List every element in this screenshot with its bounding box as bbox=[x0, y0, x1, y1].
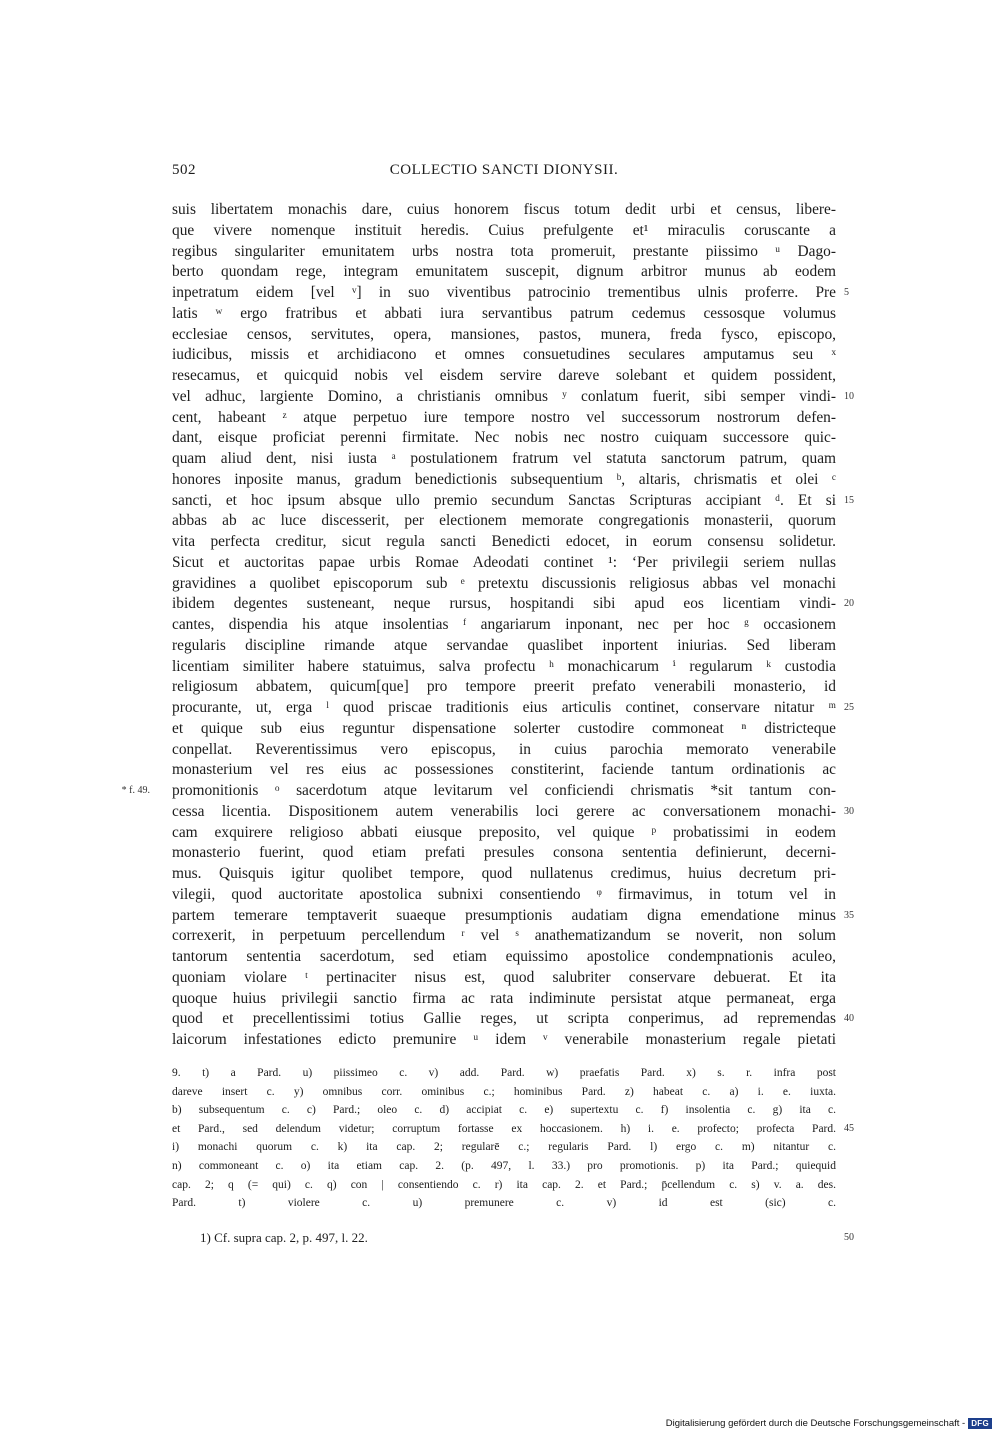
line-number: 35 bbox=[844, 909, 854, 921]
text-line bbox=[172, 387, 854, 408]
apparatus-line bbox=[172, 1157, 836, 1176]
line-number: 50 bbox=[844, 1232, 854, 1243]
text-line-text: quoniam violare ᵗ pertinaciter nisus est, quod salubriter conservare debuerat. Et ita bbox=[172, 968, 836, 986]
page-number: 502 bbox=[172, 162, 196, 178]
text-line bbox=[172, 408, 836, 429]
text-line bbox=[172, 740, 836, 761]
apparatus-line-text: cap. 2; q (= qui) c. q) con | consentiendo c. r) ita cap. 2. et Pard.; p̄cellendum c. s) v. a. des. bbox=[172, 1178, 836, 1191]
text-line-text: vita perfecta creditur, sicut regula sancti Benedicti edocet, in eorum consensu solidetur. bbox=[172, 533, 836, 550]
text-line bbox=[172, 1009, 854, 1030]
text-line-text: cessa licentia. Dispositionem autem venerabilis loci gerere ac conversationem monachi- bbox=[172, 802, 836, 820]
line-number: 30 bbox=[844, 805, 854, 817]
text-line bbox=[172, 553, 836, 574]
text-line-text: licentiam similiter habere statuimus, salva profectu ʰ monachicarum ⁱ regularum ᵏ custodia bbox=[172, 657, 836, 675]
apparatus-line-text: dareve insert c. y) omnibus corr. ominibus c.; hominibus Pard. z) habeat c. a) i. e. iuxta. bbox=[172, 1085, 836, 1098]
text-line-text: honores inposite manus, gradum benedictionis subsequentium ᵇ, altaris, chrismatis et olei ᶜ bbox=[172, 470, 836, 488]
text-line bbox=[172, 511, 836, 532]
dfg-logo-icon: DFG bbox=[968, 1418, 992, 1429]
text-line-text: correxerit, in perpetuum percellendum ʳ vel ˢ anathematizandum se noverit, non solum bbox=[172, 927, 836, 945]
text-line-text: vilegii, quod auctoritate apostolica subnixi consentiendo ᵠ firmavimus, in totum vel in bbox=[172, 885, 836, 903]
text-line-text: dant, eisque proficiat perenni firmitate. Nec nobis nec nostro cuiquam successore quic- bbox=[172, 429, 836, 447]
apparatus-line bbox=[172, 1138, 836, 1157]
text-line-text: vel adhuc, largiente Domino, a christianis omnibus ʸ conlatum fuerit, sibi semper vindi- bbox=[172, 387, 836, 405]
text-line bbox=[172, 906, 854, 927]
apparatus-line bbox=[172, 1083, 836, 1102]
text-line-text: que vivere nomenque instituit heredis. Cuius prefulgente et¹ miraculis coruscante a bbox=[172, 221, 836, 239]
apparatus-line-text: i) monachi quorum c. k) ita cap. 2; regularē c.; regularis Pard. l) ergo c. m) nitantur c. bbox=[172, 1141, 836, 1154]
apparatus-line bbox=[172, 1120, 854, 1139]
text-line-text: resecamus, et quicquid nobis vel eisdem servire dareve solebant et quidem possident, bbox=[172, 367, 836, 384]
text-line-text: ecclesiae censos, servitutes, opera, mansiones, pastos, munera, freda fysco, episcopo, bbox=[172, 325, 836, 343]
text-line-text: quam aliud dent, nisi iusta ᵃ postulationem fratrum vel statuta sanctorum patrum, quam bbox=[172, 450, 836, 467]
apparatus-line-text: 9. t) a Pard. u) piissimeo c. v) add. Pard. w) praefatis Pard. x) s. r. infra post bbox=[172, 1067, 836, 1079]
text-line bbox=[172, 262, 836, 283]
text-line bbox=[172, 698, 854, 719]
line-number: 45 bbox=[844, 1122, 854, 1134]
text-line bbox=[172, 843, 836, 864]
text-line-text: cam exquirere religioso abbati eiusque preposito, vel quique ᵖ probatissimi in eodem bbox=[172, 823, 836, 841]
text-line bbox=[172, 636, 836, 657]
text-line bbox=[172, 325, 836, 346]
footnotes bbox=[172, 1228, 854, 1248]
credit-text: Digitalisierung gefördert durch die Deutsche Forschungsgemeinschaft - bbox=[665, 1418, 966, 1429]
text-line bbox=[172, 449, 836, 470]
text-line-text: mus. Quisquis igitur quolibet tempore, quod nullatenus credimus, huius decretum pri- bbox=[172, 865, 836, 882]
text-line bbox=[172, 823, 836, 844]
text-line bbox=[172, 574, 836, 595]
text-line bbox=[121, 781, 836, 802]
text-line-text: cantes, dispendia his atque insolentias ᶠ angariarum inponant, nec per hoc ᵍ occasionem bbox=[172, 616, 836, 633]
text-line bbox=[172, 200, 836, 221]
text-line-text: tantorum sententia sacerdotum, sed etiam equissimo apostolice condempnationis aculeo, bbox=[172, 948, 836, 965]
footnote-line-text: 1) Cf. supra cap. 2, p. 497, l. 22. bbox=[200, 1230, 368, 1245]
text-line-text: inpetratum eidem [vel ᵛ] in suo viventibus patrocinio trementibus ulnis proferre. Pre bbox=[172, 284, 836, 301]
page-header bbox=[172, 162, 836, 184]
line-number: 40 bbox=[844, 1013, 854, 1025]
apparatus-line bbox=[172, 1176, 836, 1195]
text-line bbox=[172, 947, 836, 968]
text-line-text: et quique sub eius reguntur dispensatione solerter custodire commoneat ⁿ districteque bbox=[172, 719, 836, 737]
text-line bbox=[172, 532, 836, 553]
text-line-text: cent, habeant ᶻ atque perpetuo iure tempore nostro vel successorum nostrorum defen- bbox=[172, 408, 836, 426]
text-line-text: gravidines a quolibet episcoporum sub ᵉ pretextu discussionis religiosus abbas vel monachi bbox=[172, 574, 836, 592]
text-line bbox=[172, 657, 836, 678]
text-line bbox=[172, 242, 836, 263]
text-line bbox=[172, 304, 836, 325]
text-line-text: iudicibus, missis et archidiacono et omnes consuetudines seculares amputamus seu ˣ bbox=[172, 346, 836, 364]
text-line-text: abbas ab ac luce discesserit, per electionem memorate congregationis monasterii, quorum bbox=[172, 512, 836, 530]
apparatus-line bbox=[172, 1064, 836, 1083]
text-line-text: laicorum infestationes edicto premunire ᵘ idem ᵛ venerabile monasterium regale pietati bbox=[172, 1031, 836, 1048]
line-number: 20 bbox=[844, 598, 854, 610]
text-line bbox=[172, 677, 836, 698]
apparatus-line-text: b) subsequentum c. c) Pard.; oleo c. d) accipiat c. e) supertextu c. f) insolentia c. g) ita c. bbox=[172, 1104, 836, 1117]
line-number: 15 bbox=[844, 494, 854, 506]
text-line-text: partem temerare temptaverit suaeque presumptionis audatiam digna emendatione minus bbox=[172, 906, 836, 924]
footnote-line bbox=[172, 1228, 854, 1248]
text-line-text: quoque huius privilegii sanctio firma ac rata indiminute persistat atque permaneat, erga bbox=[172, 989, 836, 1007]
text-line bbox=[172, 366, 836, 387]
text-line-text: quod et precellentissimi totius Gallie reges, ut scripta conperimus, ad repremendas bbox=[172, 1010, 836, 1028]
running-title: COLLECTIO SANCTI DIONYSII. bbox=[389, 162, 619, 178]
text-line bbox=[172, 428, 836, 449]
text-line bbox=[172, 802, 854, 823]
text-line-text: sancti, et hoc ipsum absque ullo premio secundum Sanctas Scripturas accipiant ᵈ. Et si bbox=[172, 491, 836, 509]
line-number: 10 bbox=[844, 390, 854, 402]
text-line-text: ibidem degentes susteneant, neque rursus, hospitandi sibi apud eos licentiam vindi- bbox=[172, 595, 836, 613]
text-line bbox=[172, 1030, 836, 1051]
apparatus-line-text: Pard. t) violere c. u) premunere c. v) id est (sic) c. bbox=[172, 1197, 836, 1210]
apparatus-line-text: et Pard., sed delendum videtur; corruptum fortasse ex hoccasionem. h) i. e. profecto; profecta Pard. bbox=[172, 1122, 836, 1135]
critical-apparatus bbox=[172, 1064, 854, 1213]
text-line-text: Sicut et auctoritas papae urbis Romae Adeodati continet ¹: ‘Per privilegii seriem nullas bbox=[172, 553, 836, 571]
text-line bbox=[172, 470, 836, 491]
text-line bbox=[172, 491, 854, 512]
text-line-text: promonitionis ᵒ sacerdotum atque levitarum vel conficiendi chrismatis *sit tantum con- bbox=[172, 782, 836, 799]
apparatus-line bbox=[172, 1101, 836, 1120]
text-line-text: berto quondam rege, integram emunitatem suscepit, dignum arbitror munus ab eodem bbox=[172, 263, 836, 281]
text-line bbox=[172, 864, 836, 885]
text-line-text: regibus singulariter emunitatem urbs nostra tota promeruit, prestante piissimo ᵘ Dago- bbox=[172, 242, 836, 260]
text-line-text: regularis discipline rimande atque servandae quaslibet inportent iniurias. Sed liberam bbox=[172, 636, 836, 654]
apparatus-line-text: n) commoneant c. o) ita etiam cap. 2. (p. 497, l. 33.) pro promotionis. p) ita Pard.; quiequid bbox=[172, 1159, 836, 1172]
text-line bbox=[172, 221, 836, 242]
text-line bbox=[172, 926, 836, 947]
text-line-text: procurante, ut, erga ˡ quod priscae traditionis eius articulis continet, conservare nitatur ᵐ bbox=[172, 699, 836, 716]
text-line bbox=[172, 719, 836, 740]
text-line bbox=[172, 885, 836, 906]
text-line-text: suis libertatem monachis dare, cuius honorem fiscus totum dedit urbi et census, libere- bbox=[172, 201, 836, 218]
text-line-text: monasterio fuerint, quod etiam prefati presules consona sententia definierunt, decerni- bbox=[172, 844, 836, 862]
text-line bbox=[172, 989, 836, 1010]
text-line bbox=[172, 615, 836, 636]
folio-margin-note: * f. 49. bbox=[121, 785, 150, 796]
apparatus-line bbox=[172, 1194, 836, 1213]
text-line-text: latis ʷ ergo fratribus et abbati iura servantibus patrum cedemus cessosque volumus bbox=[172, 304, 836, 322]
text-line bbox=[172, 968, 836, 989]
main-text bbox=[121, 200, 854, 1051]
text-line-text: conpellat. Reverentissimus vero episcopus, in cuius parochia memorato venerabile bbox=[172, 740, 836, 758]
line-number: 5 bbox=[844, 287, 849, 298]
text-line bbox=[172, 760, 836, 781]
digitization-credit bbox=[666, 1418, 992, 1429]
text-line-text: religiosum abbatem, quicum[que] pro tempore preerit prefato venerabili monasterio, id bbox=[172, 678, 836, 696]
line-number: 25 bbox=[844, 702, 854, 713]
text-line bbox=[172, 283, 849, 304]
text-line bbox=[172, 345, 836, 366]
text-line bbox=[172, 594, 854, 615]
text-line-text: monasterium vel res eius ac possessiones constiterint, faciende tantum ordinationis ac bbox=[172, 761, 836, 779]
